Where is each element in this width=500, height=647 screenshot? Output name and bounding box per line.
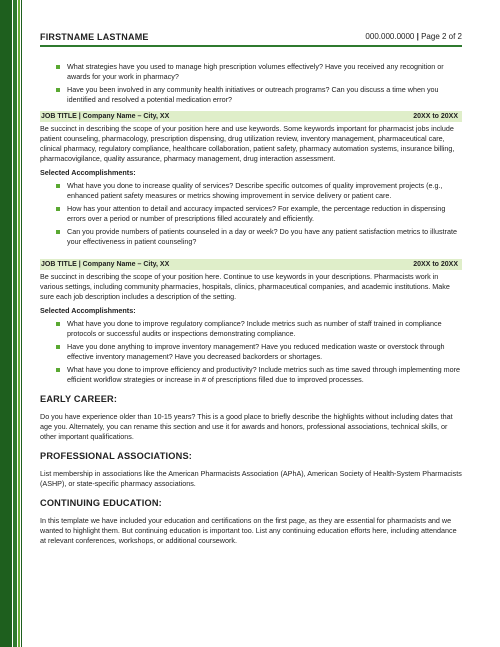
stripe-dark — [0, 0, 12, 647]
header-rule — [40, 45, 462, 47]
job-description: Be succinct in describing the scope of your position here and use keywords. Some keywords important for pharmacist jobs include patient counseling, pharmacology, prescription dispensing, drug utilization review, inventory management, pharmaceutical care, clinical pharmacy, regulatory compliance, healthcare collaboration, patient safety, pharmacy automation systems, insurance billing, pharmacovigilance, quality assurance, pharmacy management, drug interaction assessment. — [40, 124, 455, 163]
job-dates: 20XX to 20XX — [413, 261, 458, 268]
decorative-side-stripes — [0, 0, 26, 647]
stripe-light — [18, 0, 20, 647]
candidate-name: FIRSTNAME LASTNAME — [40, 32, 149, 42]
square-bullet-icon — [56, 322, 60, 326]
section-text: List membership in associations like the American Pharmacists Association (APhA), American Society of Health-System Pharmacists (ASHP), or state-specific pharmacy associations. — [40, 469, 462, 488]
stripe-thin — [21, 0, 22, 647]
section-heading: PROFESSIONAL ASSOCIATIONS: — [40, 451, 193, 461]
list-item: Can you provide numbers of patients counseled in a day or week? Do you have any patient satisfaction metrics to illustrate your effectiveness in patient counseling? — [40, 227, 462, 247]
square-bullet-icon — [56, 207, 60, 211]
square-bullet-icon — [56, 65, 60, 69]
section-heading: EARLY CAREER: — [40, 394, 118, 404]
list-item: Have you done anything to improve inventory management? Have you reduced medication waste or overstock through effective inventory management? Have you decreased backorders or shortages. — [40, 342, 462, 362]
job-title-bar — [40, 111, 462, 122]
job-title-bar — [40, 259, 462, 270]
job-title: JOB TITLE | Company Name – City, XX — [41, 113, 170, 120]
job-title: JOB TITLE | Company Name – City, XX — [41, 261, 170, 268]
contact-info — [365, 32, 462, 41]
accomplishments-label: Selected Accomplishments: — [40, 168, 136, 177]
list-item: What have you done to improve efficiency and productivity? Include metrics such as time saved through implementing more efficient workflow strategies or increase in # of prescriptions filled due to improved processes. — [40, 365, 462, 385]
job-description: Be succinct in describing the scope of your position here. Continue to use keywords in your descriptions. Pharmacists work in various settings, including community pharmacies, hospitals, clinics, pharmaceutical companies, and academic institutions. Make sure each job description includes a description of the setting. — [40, 272, 450, 301]
section-text: Do you have experience older than 10-15 years? This is a good place to briefly describe the highlights without including dates that age you. Alternately, you can rename this section and use it for awards and honors, professional associations, technical skills, or other important qualifications. — [40, 412, 453, 441]
list-item: How has your attention to detail and accuracy impacted services? For example, the percentage reduction in dispensing errors over a period or number of prescriptions filled accurately and efficiently. — [40, 204, 462, 224]
page-number: Page 2 of 2 — [421, 32, 462, 41]
list-item: Have you been involved in any community health initiatives or outreach programs? Can you discuss a time when you identified and resolved a potential medication error? — [40, 85, 462, 105]
accomplishments-list — [40, 181, 462, 247]
list-item: What have you done to increase quality of services? Describe specific outcomes of quality improvement projects (e.g., enhanced patient safety measures or metrics showing improvement in service delivery or patient care. — [40, 181, 462, 201]
square-bullet-icon — [56, 368, 60, 372]
square-bullet-icon — [56, 345, 60, 349]
phone-number: 000.000.0000 — [365, 32, 415, 41]
list-item: What strategies have you used to manage high prescription volumes effectively? Have you received any recognition or awards for your work in pharmacy? — [40, 62, 462, 82]
accomplishments-list — [40, 319, 462, 385]
section-text: In this template we have included your education and certifications on the first page, as they are essential for pharmacists and we wanted to highlight them. But continuing education is important too. List any continuing education efforts here, including attendance at relevant conferences, workshops, or additional coursework. — [40, 516, 457, 545]
square-bullet-icon — [56, 184, 60, 188]
intro-bullet-list — [40, 62, 462, 105]
page-header — [40, 32, 462, 46]
list-item: What have you done to improve regulatory compliance? Include metrics such as number of staff trained in compliance protocols or successful audits or inspections demonstrating compliance. — [40, 319, 462, 339]
job-dates: 20XX to 20XX — [413, 113, 458, 120]
square-bullet-icon — [56, 88, 60, 92]
header-separator: | — [416, 32, 419, 41]
stripe-mid — [13, 0, 17, 647]
accomplishments-label: Selected Accomplishments: — [40, 306, 136, 315]
resume-content — [40, 62, 462, 546]
section-heading: CONTINUING EDUCATION: — [40, 498, 162, 508]
square-bullet-icon — [56, 230, 60, 234]
